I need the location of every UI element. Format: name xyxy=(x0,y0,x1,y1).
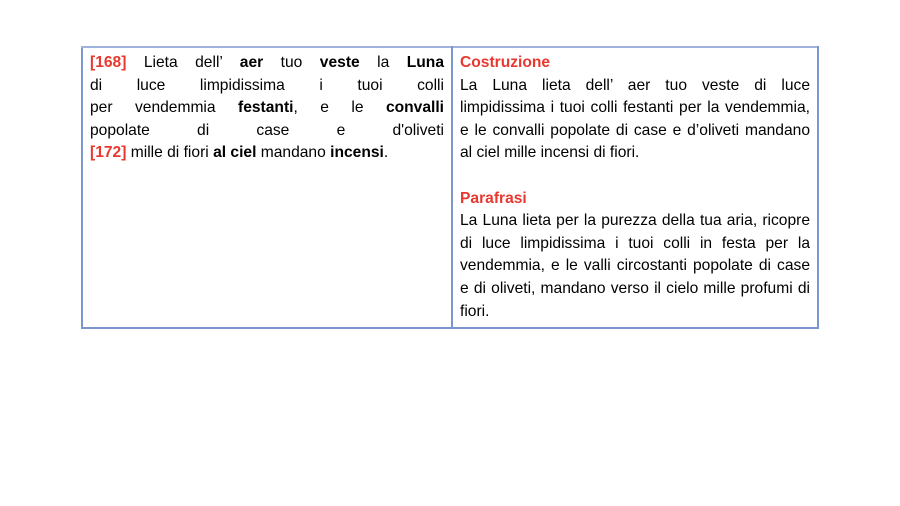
key-word: convalli xyxy=(385,99,445,117)
original-verses xyxy=(90,52,444,165)
verse-text: Lieta dell’ xyxy=(126,54,240,71)
verse-text: mandano xyxy=(256,144,331,162)
verse-line xyxy=(90,120,444,143)
original-verses-cell xyxy=(82,47,452,328)
spacer xyxy=(460,165,810,188)
costruzione-text: La Luna lieta dell’ aer tuo veste di luce limpidissima i tuoi colli festanti per la vendemmia, e le convalli popolate di case e d’oliveti mandano al ciel mille incensi di fiori. xyxy=(460,76,810,162)
verse-text: tuo xyxy=(263,54,320,71)
key-word: aer xyxy=(239,54,264,71)
verse-text: popolate di case e d'oliveti xyxy=(90,121,444,139)
key-word: veste xyxy=(319,54,360,71)
costruzione-heading: Costruzione xyxy=(460,54,551,71)
verse-number: [168] xyxy=(90,54,127,71)
key-word: festanti xyxy=(238,99,294,117)
verse-number: [172] xyxy=(90,144,127,162)
verse-line xyxy=(90,97,444,120)
explanation-cell xyxy=(452,47,818,328)
key-word: Luna xyxy=(406,54,444,71)
verse-text: . xyxy=(383,144,389,162)
parafrasi-heading: Parafrasi xyxy=(460,189,527,207)
parafrasi-text: La Luna lieta per la purezza della tua aria, ricopre di luce limpidissima i tuoi colli in festa per la vendemmia, e le valli circostanti popolate di case e di oliveti, mandano verso il cielo mille profumi di fiori. xyxy=(460,212,810,320)
verse-text: di luce limpidissima i tuoi colli xyxy=(90,76,444,94)
verse-table xyxy=(81,46,819,329)
key-word: al ciel xyxy=(213,144,257,162)
verse-line xyxy=(90,75,444,98)
verse-text: , e le xyxy=(293,99,386,117)
verse-line xyxy=(90,142,444,165)
verse-table-row xyxy=(82,47,818,328)
verse-text: mille di fiori xyxy=(126,144,214,162)
verse-text: la xyxy=(359,54,407,71)
key-word: incensi xyxy=(330,144,384,162)
verse-text: per vendemmia xyxy=(90,99,239,117)
verse-line xyxy=(90,52,444,75)
